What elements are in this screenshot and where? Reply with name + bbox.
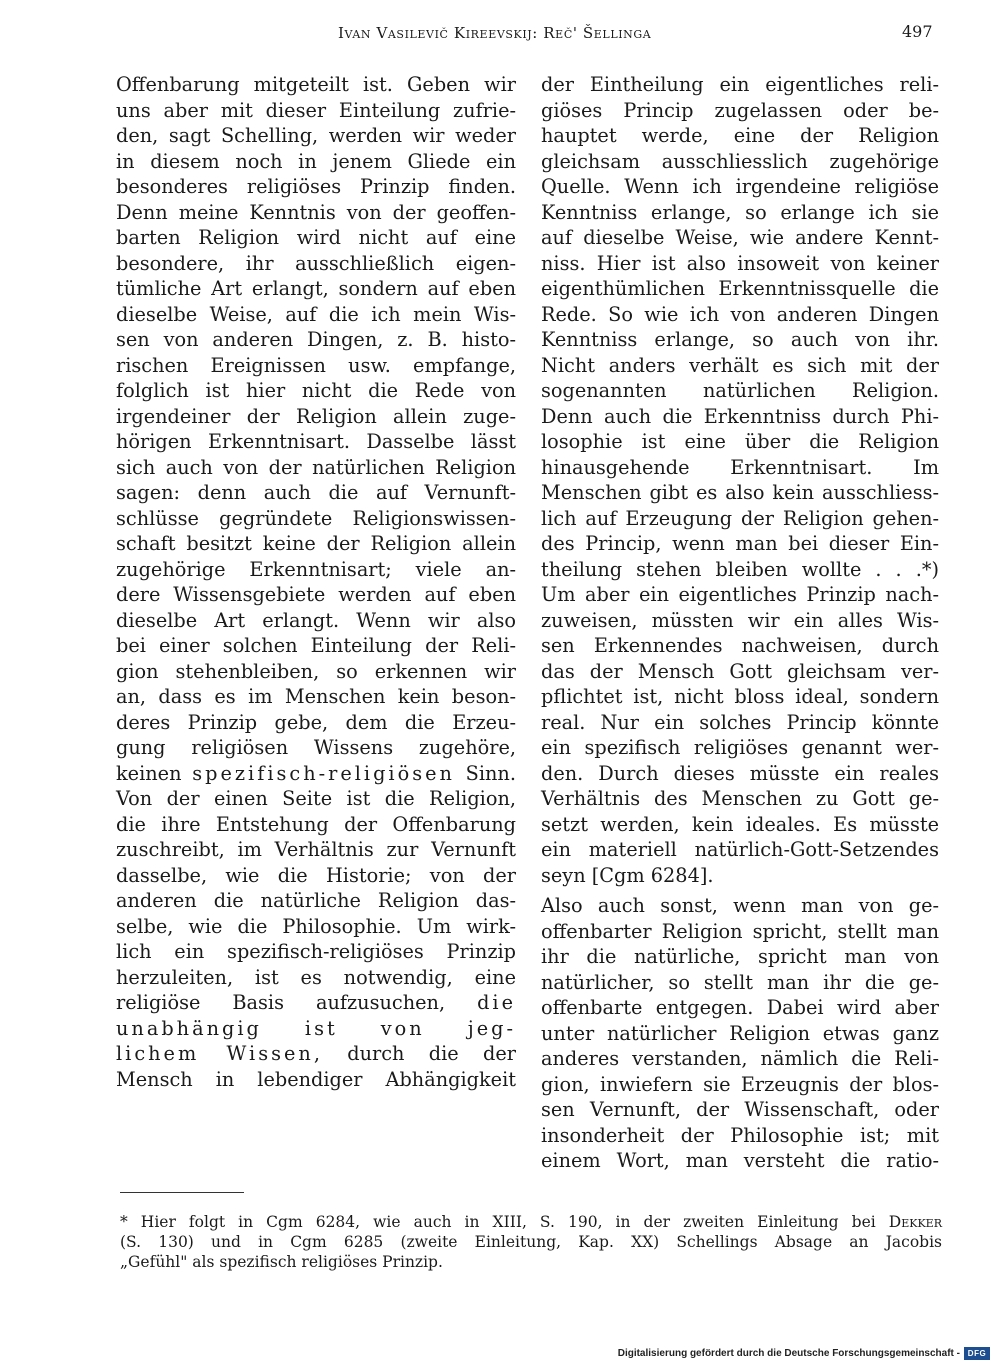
text-line: auf dieselbe Weise, wie andere Kennt- xyxy=(541,226,939,249)
text-line: rischen Ereignissen usw. empfange, xyxy=(116,353,516,377)
digitization-notice xyxy=(618,1347,990,1360)
digitization-text: Digitalisierung gefördert durch die Deutsche Forschungsgemeinschaft - xyxy=(617,1348,960,1359)
text-line: ein spezifisch religiöses genannt wer- xyxy=(541,736,939,759)
spaced-emphasis: unabhängig ist von jeg- xyxy=(116,1016,516,1040)
text-line: Offenbarung mitgeteilt ist. Geben wir xyxy=(116,73,516,96)
text-line: zuweisen, müssten wir ein alles Wis- xyxy=(541,608,939,632)
text-line: hörigen Erkenntnisart. Dasselbe lässt xyxy=(116,430,516,453)
text-line: tümliche Art erlangt, sondern auf eben xyxy=(116,277,516,300)
text-line: gung religiösen Wissens zugehöre, xyxy=(116,736,516,759)
text-line: Quelle. Wenn ich irgendeine religiöse xyxy=(541,175,939,198)
text-line: Kenntniss erlange, so auch von ihr. xyxy=(541,328,939,351)
text-line: niss. Hier ist also insoweit von keiner xyxy=(541,251,939,275)
text-line: dieselbe Weise, auf die ich mein Wis- xyxy=(116,302,516,326)
text-line: Denn meine Kenntnis von der geoffen- xyxy=(116,200,516,224)
spaced-emphasis: lichem Wissen, xyxy=(116,1042,323,1065)
text-segment: religiöse Basis aufzusuchen, xyxy=(116,991,446,1014)
text-segment: * Hier folgt in Cgm 6284, wie auch in XIII, S. 190, in der zweiten Einleitung bei xyxy=(120,1213,876,1231)
text-line: insonderheit der Philosophie ist; mit xyxy=(541,1123,939,1147)
text-line: das der Mensch Gott gleichsam ver- xyxy=(541,659,939,683)
text-line: sen Erkennendes nachweisen, durch xyxy=(541,634,939,657)
text-line: Also auch sonst, wenn man von ge- xyxy=(541,894,939,917)
text-segment: durch die der xyxy=(347,1042,516,1065)
text-line: sagen: denn auch die auf Vernunft- xyxy=(116,481,516,504)
text-line: dasselbe, wie die Historie; von der xyxy=(116,863,516,887)
text-line xyxy=(116,1041,516,1067)
text-line: lich ein spezifisch-religiöses Prinzip xyxy=(116,940,516,963)
text-line: giöses Princip zugelassen oder be- xyxy=(541,98,939,122)
text-line: einem Wort, man versteht die ratio- xyxy=(541,1149,939,1172)
text-line: zuschreibt, im Verhältnis zur Vernunft xyxy=(116,838,516,861)
text-line: besonderes religiöses Prinzip finden. xyxy=(116,175,516,198)
text-line: Um aber ein eigentliches Prinzip nach- xyxy=(541,583,939,606)
text-line: herzuleiten, ist es notwendig, eine xyxy=(116,965,516,989)
page-number: 497 xyxy=(902,22,933,41)
text-line: eigenthümlichen Erkenntnissquelle die xyxy=(541,277,939,300)
text-segment: keinen xyxy=(116,761,182,785)
text-line: Verhältnis des Menschen zu Gott ge- xyxy=(541,787,939,810)
text-line: dieselbe Art erlangt. Wenn wir also xyxy=(116,608,516,632)
footnote-divider xyxy=(120,1192,244,1193)
text-line: die ihre Entstehung der Offenbarung xyxy=(116,812,516,836)
text-line: hinausgehende Erkenntnisart. Im xyxy=(541,455,939,479)
text-line: gleichsam ausschliesslich zugehörige xyxy=(541,149,939,173)
text-line: barten Religion wird nicht auf eine xyxy=(116,226,516,249)
footnote-line: (S. 130) und in Cgm 6285 (zweite Einleitung, Kap. XX) Schellings Absage an Jacobis xyxy=(120,1233,942,1251)
text-line: gion stehenbleiben, so erkennen wir xyxy=(116,659,516,683)
text-line: seyn [Cgm 6284]. xyxy=(541,863,714,887)
text-line: sen von anderen Dingen, z. B. histo- xyxy=(116,328,516,351)
text-line: offenbarter Religion spricht, stellt man xyxy=(541,919,939,943)
spaced-emphasis: die xyxy=(477,991,516,1014)
text-line: lich auf Erzeugung der Religion gehen- xyxy=(541,506,939,530)
text-line: folglich ist hier nicht die Rede von xyxy=(116,379,516,402)
text-line: ihr die natürliche, spricht man von xyxy=(541,945,939,968)
text-line: Denn auch die Erkenntniss durch Phi- xyxy=(541,404,939,428)
text-line: offenbarte entgegen. Dabei wird aber xyxy=(541,996,939,1019)
text-line: Kenntniss erlange, so erlange ich sie xyxy=(541,200,939,224)
right-column xyxy=(541,72,939,888)
text-line: unter natürlicher Religion etwas ganz xyxy=(541,1021,939,1045)
text-line: sogenannten natürlichen Religion. xyxy=(541,379,939,402)
text-line: gion, inwiefern sie Erzeugnis der blos- xyxy=(541,1072,939,1096)
text-line: Menschen gibt es also kein ausschliess- xyxy=(541,481,939,504)
text-line: sich auch von der natürlichen Religion xyxy=(116,455,516,479)
text-line: anderen die natürliche Religion das- xyxy=(116,889,516,912)
text-line: losophie ist eine über die Religion xyxy=(541,430,939,453)
text-line: dere Wissensgebiete werden auf eben xyxy=(116,583,516,606)
text-line: selbe, wie die Philosophie. Um wirk- xyxy=(116,914,516,938)
right-column-paragraph xyxy=(541,893,939,1174)
text-line xyxy=(116,761,516,787)
text-line: an, dass es im Menschen kein beson- xyxy=(116,685,516,708)
text-line: anderes verstanden, nämlich die Reli- xyxy=(541,1047,939,1070)
footnote-line: „Gefühl" als spezifisch religiöses Prinzip. xyxy=(120,1253,443,1271)
text-line: theilung stehen bleiben wollte . . .*) xyxy=(541,557,939,581)
text-line: deres Prinzip gebe, dem die Erzeu- xyxy=(116,710,516,734)
dfg-logo: DFG xyxy=(964,1347,990,1360)
text-line: schlüsse gegründete Religionswissen- xyxy=(116,506,516,530)
text-line: bei einer solchen Einteilung der Reli- xyxy=(116,634,516,657)
text-line: irgendeiner der Religion allein zuge- xyxy=(116,404,516,428)
text-line: Mensch in lebendiger Abhängigkeit xyxy=(116,1067,516,1091)
text-line: setzt werden, kein ideales. Es müsste xyxy=(541,812,939,836)
text-line: den, sagt Schelling, werden wir weder xyxy=(116,124,516,147)
footnote xyxy=(120,1212,942,1272)
left-column xyxy=(116,72,516,1092)
text-line: real. Nur ein solches Princip könnte xyxy=(541,710,939,734)
text-line: der Eintheilung ein eigentliches reli- xyxy=(541,73,939,96)
text-line: natürlicher, so stellt man ihr die ge- xyxy=(541,970,939,994)
spaced-emphasis: spezifisch-religiösen xyxy=(192,761,455,785)
text-line xyxy=(116,990,516,1016)
text-segment: Sinn. xyxy=(465,761,516,785)
text-line: Rede. So wie ich von anderen Dingen xyxy=(541,302,939,326)
text-line: des Princip, wenn man bei dieser Ein- xyxy=(541,532,939,555)
text-line: hauptet werde, eine der Religion xyxy=(541,124,939,147)
text-line: ein materiell natürlich-Gott-Setzendes xyxy=(541,838,939,861)
author-name: Dekker xyxy=(888,1213,942,1231)
footnote-line xyxy=(120,1212,942,1232)
text-line: schaft besitzt keine der Religion allein xyxy=(116,532,516,555)
text-line: den. Durch dieses müsste ein reales xyxy=(541,761,939,785)
text-line: uns aber mit dieser Einteilung zufrie- xyxy=(116,98,516,122)
running-head: Ivan Vasilevič Kireevskij: Reč' Šellinga xyxy=(338,24,652,42)
text-line: pflichtet ist, nicht bloss ideal, sondern xyxy=(541,685,939,708)
text-line: Von der einen Seite ist die Religion, xyxy=(116,787,516,810)
text-line: besondere, ihr ausschließlich eigen- xyxy=(116,251,516,275)
text-line: sen Vernunft, der Wissenschaft, oder xyxy=(541,1098,939,1121)
text-line: zugehörige Erkenntnisart; viele an- xyxy=(116,557,516,581)
text-line: Nicht anders verhält es sich mit der xyxy=(541,353,939,377)
text-line: in diesem noch in jenem Gliede ein xyxy=(116,149,516,173)
